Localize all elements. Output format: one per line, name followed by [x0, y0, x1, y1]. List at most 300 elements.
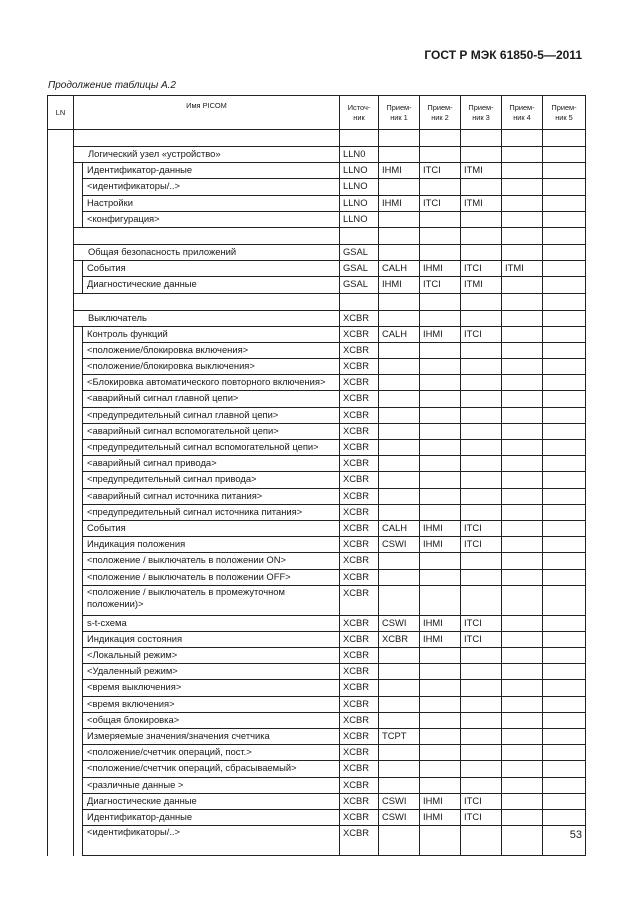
source-cell: XCBR: [340, 569, 379, 585]
receiver-5-cell: [543, 664, 586, 680]
receiver-3-cell: [461, 664, 502, 680]
receiver-2-cell: ITCI: [420, 163, 461, 179]
table-row: [48, 195, 586, 211]
receiver-4-cell: [502, 712, 543, 728]
receiver-1-cell: IHMI: [379, 277, 420, 293]
receiver-4-cell: [502, 729, 543, 745]
receiver-4-cell: [502, 537, 543, 553]
receiver-4-cell: [502, 179, 543, 195]
receiver-3-cell: [461, 488, 502, 504]
ln-cell: [48, 163, 74, 179]
table-row: [48, 440, 586, 456]
receiver-1-cell: [379, 423, 420, 439]
receiver-5-cell: [543, 488, 586, 504]
receiver-1-cell: [379, 472, 420, 488]
receiver-4-cell: [502, 648, 543, 664]
receiver-5-cell: [543, 163, 586, 179]
source-cell: XCBR: [340, 423, 379, 439]
indent-cell: [74, 520, 83, 536]
header-receiver-1: Прием-ник 1: [379, 96, 420, 130]
table-row: [48, 375, 586, 391]
receiver-1-cell: [379, 179, 420, 195]
receiver-2-cell: IHMI: [420, 631, 461, 647]
ln-cell: [48, 631, 74, 647]
receiver-2-cell: [420, 407, 461, 423]
indent-cell: [74, 179, 83, 195]
receiver-3-cell: [461, 729, 502, 745]
receiver-5-cell: [543, 472, 586, 488]
source-cell: XCBR: [340, 585, 379, 615]
picom-name-cell: <аварийный сигнал главной цепи>: [83, 391, 340, 407]
receiver-4-cell: [502, 407, 543, 423]
document-standard-code: ГОСТ Р МЭК 61850-5—2011: [424, 48, 582, 62]
indent-cell: [74, 472, 83, 488]
table-row: [48, 261, 586, 277]
ln-cell: [48, 472, 74, 488]
receiver-2-cell: [420, 745, 461, 761]
table-row: [48, 179, 586, 195]
receiver-2-cell: [420, 456, 461, 472]
receiver-3-cell: [461, 211, 502, 227]
source-cell: LLNO: [340, 211, 379, 227]
source-cell: XCBR: [340, 664, 379, 680]
table-header-row: [48, 96, 586, 130]
receiver-3-cell: [461, 147, 502, 163]
receiver-4-cell: [502, 680, 543, 696]
picom-name-cell: Измеряемые значения/значения счетчика: [83, 729, 340, 745]
table-row: [48, 631, 586, 647]
receiver-2-cell: [420, 244, 461, 260]
receiver-4-cell: [502, 793, 543, 809]
indent-cell: [74, 456, 83, 472]
table-row: [48, 163, 586, 179]
source-cell: XCBR: [340, 310, 379, 326]
receiver-3-cell: [461, 761, 502, 777]
ln-cell: [48, 696, 74, 712]
indent-cell: [74, 809, 83, 825]
indent-cell: [74, 761, 83, 777]
receiver-1-cell: CALH: [379, 326, 420, 342]
receiver-1-cell: IHMI: [379, 195, 420, 211]
receiver-4-cell: [502, 553, 543, 569]
source-cell: XCBR: [340, 359, 379, 375]
header-picom-name: Имя PICOM: [74, 96, 340, 130]
ln-cell: [48, 130, 74, 147]
receiver-5-cell: [543, 326, 586, 342]
source-cell: XCBR: [340, 809, 379, 825]
indent-cell: [74, 680, 83, 696]
ln-cell: [48, 244, 74, 260]
receiver-2-cell: [420, 391, 461, 407]
ln-cell: [48, 147, 74, 163]
receiver-1-cell: TCPT: [379, 729, 420, 745]
receiver-1-cell: [379, 745, 420, 761]
receiver-4-cell: [502, 696, 543, 712]
receiver-4-cell: [502, 472, 543, 488]
indent-cell: [74, 163, 83, 179]
ln-cell: [48, 553, 74, 569]
receiver-4-cell: [502, 745, 543, 761]
indent-cell: [74, 537, 83, 553]
ln-cell: [48, 359, 74, 375]
receiver-3-cell: ITMI: [461, 277, 502, 293]
source-cell: XCBR: [340, 777, 379, 793]
receiver-4-cell: [502, 244, 543, 260]
picom-name-cell: [74, 227, 340, 244]
source-cell: [340, 130, 379, 147]
receiver-2-cell: IHMI: [420, 520, 461, 536]
receiver-2-cell: [420, 342, 461, 358]
receiver-4-cell: [502, 585, 543, 615]
ln-cell: [48, 648, 74, 664]
receiver-5-cell: [543, 375, 586, 391]
source-cell: XCBR: [340, 537, 379, 553]
indent-cell: [74, 195, 83, 211]
picom-name-cell: События: [83, 261, 340, 277]
table-row: [48, 537, 586, 553]
picom-name-cell: <конфигурация>: [83, 211, 340, 227]
receiver-3-cell: [461, 696, 502, 712]
table-row: [48, 696, 586, 712]
receiver-1-cell: [379, 585, 420, 615]
receiver-3-cell: [461, 179, 502, 195]
picom-name-cell: <положение / выключатель в промежуточном положении)>: [83, 585, 340, 615]
receiver-4-cell: [502, 342, 543, 358]
source-cell: XCBR: [340, 696, 379, 712]
table-row: [48, 488, 586, 504]
receiver-1-cell: CALH: [379, 261, 420, 277]
receiver-2-cell: [420, 179, 461, 195]
picom-name-cell: <Удаленный режим>: [83, 664, 340, 680]
ln-cell: [48, 326, 74, 342]
table-row: [48, 777, 586, 793]
receiver-2-cell: IHMI: [420, 261, 461, 277]
indent-cell: [74, 569, 83, 585]
ln-cell: [48, 293, 74, 310]
receiver-2-cell: [420, 680, 461, 696]
table-row: [48, 745, 586, 761]
spacer-row: [48, 130, 586, 147]
ln-cell: [48, 761, 74, 777]
receiver-3-cell: ITCI: [461, 615, 502, 631]
picom-name-cell: Идентификатор-данные: [83, 809, 340, 825]
receiver-3-cell: [461, 359, 502, 375]
receiver-5-cell: [543, 244, 586, 260]
receiver-3-cell: [461, 293, 502, 310]
receiver-5-cell: [543, 696, 586, 712]
picom-name-cell: События: [83, 520, 340, 536]
receiver-1-cell: CSWI: [379, 615, 420, 631]
receiver-1-cell: [379, 761, 420, 777]
receiver-2-cell: ITCI: [420, 195, 461, 211]
header-receiver-4: Прием-ник 4: [502, 96, 543, 130]
source-cell: [340, 227, 379, 244]
source-cell: XCBR: [340, 456, 379, 472]
receiver-1-cell: [379, 553, 420, 569]
receiver-2-cell: [420, 553, 461, 569]
header-receiver-2: Прием-ник 2: [420, 96, 461, 130]
receiver-4-cell: [502, 569, 543, 585]
receiver-2-cell: [420, 472, 461, 488]
ln-cell: [48, 488, 74, 504]
receiver-1-cell: [379, 310, 420, 326]
ln-cell: [48, 826, 74, 856]
table-row: [48, 456, 586, 472]
picom-name-cell: <предупредительный сигнал главной цепи>: [83, 407, 340, 423]
source-cell: LLN0: [340, 147, 379, 163]
table-row: [48, 793, 586, 809]
receiver-2-cell: [420, 696, 461, 712]
receiver-1-cell: IHMI: [379, 163, 420, 179]
receiver-1-cell: CSWI: [379, 793, 420, 809]
receiver-2-cell: [420, 504, 461, 520]
indent-cell: [74, 712, 83, 728]
receiver-3-cell: [461, 375, 502, 391]
receiver-1-cell: [379, 244, 420, 260]
receiver-5-cell: [543, 342, 586, 358]
receiver-2-cell: [420, 359, 461, 375]
source-cell: XCBR: [340, 407, 379, 423]
receiver-5-cell: [543, 195, 586, 211]
table-row: [48, 809, 586, 825]
receiver-3-cell: [461, 423, 502, 439]
receiver-3-cell: ITCI: [461, 809, 502, 825]
receiver-1-cell: [379, 147, 420, 163]
receiver-5-cell: [543, 261, 586, 277]
picom-name-cell: s-t-схема: [83, 615, 340, 631]
receiver-2-cell: [420, 310, 461, 326]
receiver-1-cell: CALH: [379, 520, 420, 536]
indent-cell: [74, 615, 83, 631]
receiver-4-cell: [502, 391, 543, 407]
receiver-5-cell: [543, 537, 586, 553]
table-row: [48, 359, 586, 375]
receiver-4-cell: [502, 375, 543, 391]
receiver-3-cell: [461, 440, 502, 456]
indent-cell: [74, 375, 83, 391]
receiver-5-cell: [543, 293, 586, 310]
source-cell: XCBR: [340, 520, 379, 536]
picom-name-cell: Индикация положения: [83, 537, 340, 553]
ln-cell: [48, 277, 74, 293]
receiver-4-cell: [502, 147, 543, 163]
ln-cell: [48, 423, 74, 439]
receiver-2-cell: [420, 440, 461, 456]
header-receiver-5: Прием-ник 5: [543, 96, 586, 130]
receiver-3-cell: [461, 310, 502, 326]
receiver-3-cell: [461, 648, 502, 664]
picom-name-cell: <различные данные >: [83, 777, 340, 793]
picom-name-cell: Общая безопасность приложений: [74, 244, 340, 260]
receiver-4-cell: [502, 277, 543, 293]
receiver-4-cell: [502, 615, 543, 631]
source-cell: XCBR: [340, 342, 379, 358]
picom-name-cell: [74, 293, 340, 310]
table-row: [48, 504, 586, 520]
receiver-4-cell: [502, 456, 543, 472]
receiver-2-cell: [420, 569, 461, 585]
receiver-3-cell: ITMI: [461, 163, 502, 179]
receiver-3-cell: [461, 391, 502, 407]
receiver-5-cell: [543, 729, 586, 745]
receiver-5-cell: [543, 130, 586, 147]
receiver-3-cell: [461, 826, 502, 856]
source-cell: XCBR: [340, 648, 379, 664]
source-cell: XCBR: [340, 391, 379, 407]
receiver-5-cell: [543, 423, 586, 439]
indent-cell: [74, 359, 83, 375]
source-cell: XCBR: [340, 553, 379, 569]
ln-cell: [48, 342, 74, 358]
table-body: [48, 130, 586, 856]
ln-cell: [48, 456, 74, 472]
source-cell: XCBR: [340, 712, 379, 728]
table-row: [48, 277, 586, 293]
ln-cell: [48, 777, 74, 793]
table-row: [48, 712, 586, 728]
receiver-4-cell: [502, 809, 543, 825]
receiver-4-cell: [502, 423, 543, 439]
source-cell: XCBR: [340, 504, 379, 520]
receiver-3-cell: [461, 553, 502, 569]
indent-cell: [74, 423, 83, 439]
receiver-3-cell: [461, 342, 502, 358]
source-cell: LLNO: [340, 195, 379, 211]
source-cell: XCBR: [340, 488, 379, 504]
picom-name-cell: Выключатель: [74, 310, 340, 326]
receiver-4-cell: [502, 130, 543, 147]
receiver-2-cell: [420, 729, 461, 745]
receiver-3-cell: [461, 244, 502, 260]
picom-name-cell: <положение / выключатель в положении OFF>: [83, 569, 340, 585]
table-caption: Продолжение таблицы А.2: [48, 80, 176, 91]
indent-cell: [74, 488, 83, 504]
receiver-1-cell: [379, 826, 420, 856]
receiver-1-cell: [379, 375, 420, 391]
indent-cell: [74, 553, 83, 569]
receiver-1-cell: [379, 712, 420, 728]
receiver-1-cell: [379, 342, 420, 358]
receiver-5-cell: [543, 745, 586, 761]
receiver-3-cell: [461, 680, 502, 696]
receiver-1-cell: [379, 680, 420, 696]
receiver-5-cell: [543, 809, 586, 825]
ln-cell: [48, 520, 74, 536]
receiver-2-cell: [420, 375, 461, 391]
receiver-5-cell: [543, 227, 586, 244]
source-cell: XCBR: [340, 375, 379, 391]
receiver-2-cell: [420, 227, 461, 244]
source-cell: XCBR: [340, 440, 379, 456]
ln-cell: [48, 504, 74, 520]
receiver-1-cell: [379, 359, 420, 375]
receiver-2-cell: IHMI: [420, 793, 461, 809]
table-row: [48, 664, 586, 680]
receiver-5-cell: [543, 777, 586, 793]
spacer-row: [48, 227, 586, 244]
ln-cell: [48, 809, 74, 825]
picom-name-cell: <идентификаторы/..>: [83, 179, 340, 195]
receiver-4-cell: [502, 326, 543, 342]
receiver-1-cell: [379, 777, 420, 793]
ln-cell: [48, 664, 74, 680]
source-cell: [340, 293, 379, 310]
receiver-2-cell: [420, 761, 461, 777]
page-number: 53: [569, 829, 582, 841]
receiver-2-cell: [420, 130, 461, 147]
receiver-4-cell: [502, 777, 543, 793]
receiver-2-cell: IHMI: [420, 326, 461, 342]
ln-cell: [48, 729, 74, 745]
ln-cell: [48, 261, 74, 277]
receiver-1-cell: [379, 569, 420, 585]
receiver-1-cell: [379, 664, 420, 680]
source-cell: GSAL: [340, 244, 379, 260]
receiver-3-cell: [461, 777, 502, 793]
table-row: [48, 391, 586, 407]
ln-cell: [48, 375, 74, 391]
picom-name-cell: <идентификаторы/..>: [83, 826, 340, 856]
receiver-5-cell: [543, 680, 586, 696]
table-row: [48, 244, 586, 260]
receiver-1-cell: [379, 130, 420, 147]
indent-cell: [74, 648, 83, 664]
receiver-1-cell: [379, 293, 420, 310]
receiver-3-cell: ITCI: [461, 261, 502, 277]
table-row: [48, 729, 586, 745]
indent-cell: [74, 745, 83, 761]
receiver-4-cell: [502, 310, 543, 326]
ln-cell: [48, 440, 74, 456]
ln-cell: [48, 391, 74, 407]
picom-name-cell: Идентификатор-данные: [83, 163, 340, 179]
indent-cell: [74, 793, 83, 809]
picom-name-cell: <предупредительный сигнал источника питания>: [83, 504, 340, 520]
receiver-2-cell: IHMI: [420, 809, 461, 825]
receiver-1-cell: [379, 227, 420, 244]
receiver-2-cell: [420, 585, 461, 615]
picom-name-cell: <аварийный сигнал источника питания>: [83, 488, 340, 504]
receiver-2-cell: [420, 712, 461, 728]
receiver-5-cell: [543, 793, 586, 809]
ln-cell: [48, 407, 74, 423]
receiver-5-cell: [543, 585, 586, 615]
receiver-5-cell: [543, 407, 586, 423]
picom-name-cell: <аварийный сигнал вспомогательной цепи>: [83, 423, 340, 439]
source-cell: XCBR: [340, 615, 379, 631]
picom-name-cell: [74, 130, 340, 147]
picom-name-cell: <аварийный сигнал привода>: [83, 456, 340, 472]
indent-cell: [74, 326, 83, 342]
indent-cell: [74, 261, 83, 277]
picom-name-cell: <положение/блокировка включения>: [83, 342, 340, 358]
indent-cell: [74, 585, 83, 615]
receiver-1-cell: CSWI: [379, 537, 420, 553]
indent-cell: [74, 440, 83, 456]
receiver-3-cell: ITCI: [461, 793, 502, 809]
picom-name-cell: <Локальный режим>: [83, 648, 340, 664]
picom-name-cell: <положение/блокировка выключения>: [83, 359, 340, 375]
receiver-2-cell: [420, 147, 461, 163]
picom-name-cell: Диагностические данные: [83, 277, 340, 293]
table-row: [48, 326, 586, 342]
receiver-4-cell: [502, 293, 543, 310]
receiver-2-cell: [420, 211, 461, 227]
receiver-2-cell: ITCI: [420, 277, 461, 293]
receiver-4-cell: [502, 211, 543, 227]
receiver-4-cell: [502, 520, 543, 536]
receiver-1-cell: [379, 648, 420, 664]
